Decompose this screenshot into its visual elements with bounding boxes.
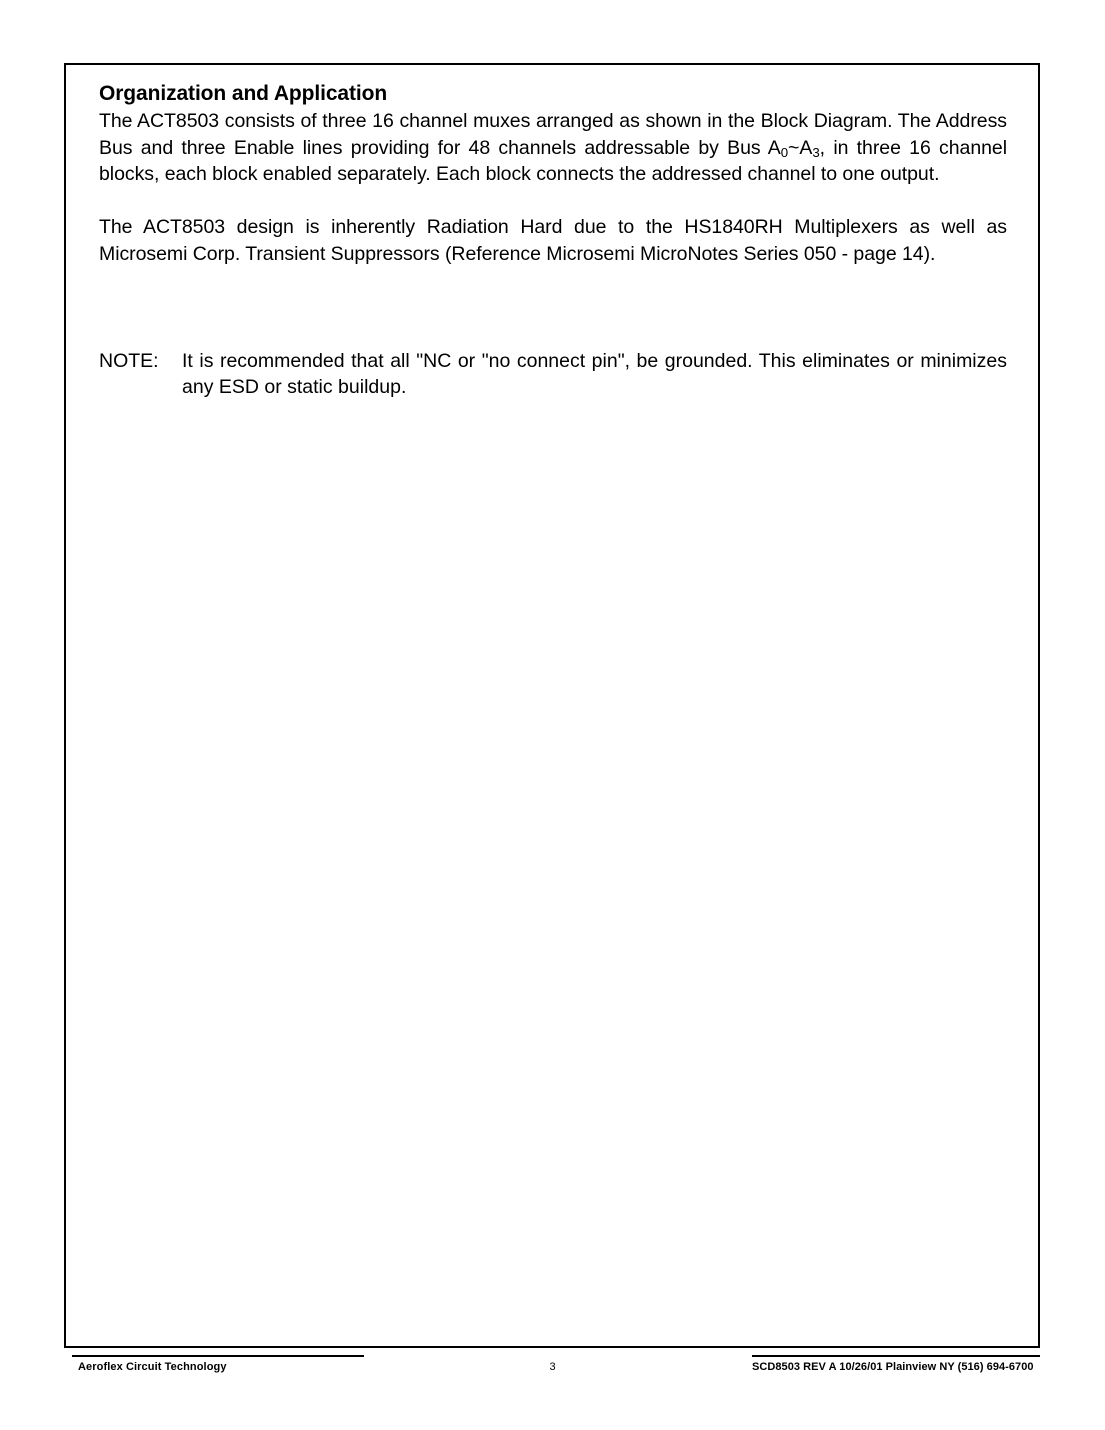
note-label: NOTE:: [99, 349, 159, 372]
paragraph-1-text-part-1: The ACT8503 consists of three 16 channel muxes arranged as shown in the Block Diagram. The Address Bus and three Enable lines providing for 48 channels addressable by Bus A: [99, 110, 1007, 159]
footer-rule-left: [72, 1355, 364, 1357]
footer-rule-right: [752, 1355, 1040, 1357]
page-border-frame: [64, 63, 1040, 1348]
paragraph-1-text-part-3: , in three 16 channel blocks, each block enabled separately. Each block connects the addressed channel to one output.: [99, 136, 1007, 186]
footer-document-info: SCD8503 REV A 10/26/01 Plainview NY (516) 694-6700: [752, 1361, 1034, 1373]
paragraph-spacer: [99, 188, 1007, 215]
page-content: [99, 81, 1007, 401]
page-footer: [0, 1352, 1105, 1392]
footer-page-number: 3: [549, 1361, 556, 1373]
note-block: [99, 348, 1007, 401]
subscript-a3: 3: [812, 144, 820, 160]
paragraph-1-text-part-2: ~A: [788, 136, 813, 159]
footer-company-name: Aeroflex Circuit Technology: [78, 1361, 227, 1373]
note-body: It is recommended that all "NC or "no connect pin", be grounded. This eliminates or minimizes any ESD or static buildup.: [182, 349, 1007, 399]
subscript-a0: 0: [780, 144, 789, 160]
note-spacer: [99, 268, 1007, 348]
paragraph-organization: [99, 108, 1007, 188]
paragraph-radiation-hard: The ACT8503 design is inherently Radiation Hard due to the HS1840RH Multiplexers as well as Microsemi Corp. Transient Suppressors (Reference Microsemi MicroNotes Series 050 - page 14).: [99, 216, 1007, 265]
page-title: Organization and Application: [99, 82, 388, 105]
